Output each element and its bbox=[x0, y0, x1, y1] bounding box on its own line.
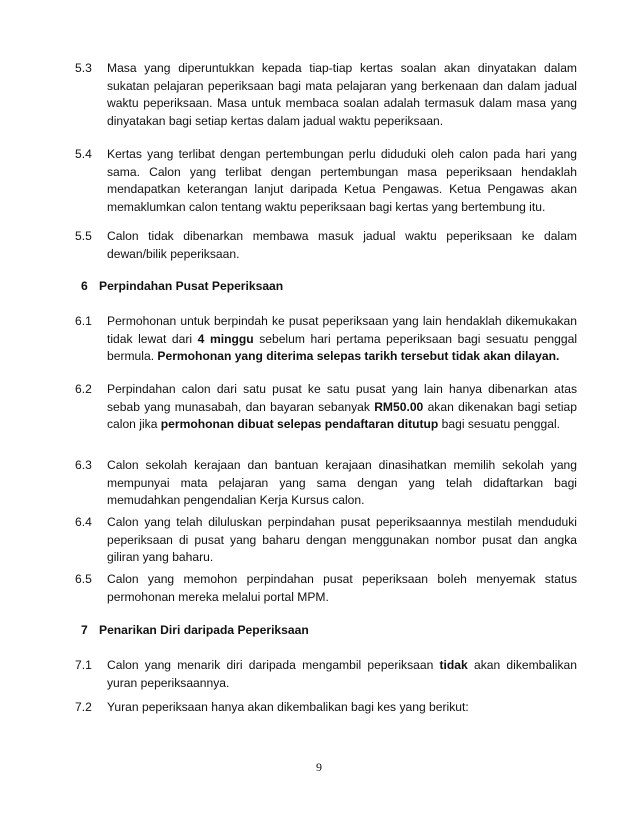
section-title: Perpindahan Pusat Peperiksaan bbox=[99, 279, 284, 293]
clause-number: 7.2 bbox=[75, 700, 92, 714]
section-number: 6 bbox=[81, 279, 88, 293]
section-title: Penarikan Diri daripada Peperiksaan bbox=[99, 623, 309, 637]
clause-text: Calon sekolah kerajaan dan bantuan kerajaan dinasihatkan memilih sekolah yang mempunyai mata pelajaran yang sama dengan yang telah didaftarkan bagi memudahkan pengendalian Kerja Kursus calon. bbox=[107, 458, 577, 507]
clause-number: 7.1 bbox=[75, 658, 92, 672]
clause-5-4 bbox=[75, 146, 577, 216]
section-7-heading bbox=[81, 622, 309, 640]
section-number: 7 bbox=[81, 623, 88, 637]
clause-text: Calon yang memohon perpindahan pusat peperiksaan boleh menyemak status permohonan mereka melalui portal MPM. bbox=[107, 572, 577, 604]
clause-7-2 bbox=[75, 699, 577, 717]
clause-6-3 bbox=[75, 457, 577, 510]
clause-text: Calon yang telah diluluskan perpindahan pusat peperiksaannya mestilah menduduki peperiksaan di pusat yang baharu dengan menggunakan nombor pusat dan angka giliran yang baharu. bbox=[107, 515, 577, 564]
section-6-heading bbox=[81, 278, 283, 296]
clause-7-1 bbox=[75, 657, 577, 692]
clause-text: Permohonan untuk berpindah ke pusat peperiksaan yang lain hendaklah dikemukakan tidak lewat dari 4 minggu sebelum hari pertama peperiksaan bagi sesuatu penggal bermula. Permohonan yang diterima selepas tarikh tersebut tidak akan dilayan. bbox=[107, 314, 578, 363]
clause-text: Calon yang menarik diri daripada mengambil peperiksaan tidak akan dikembalikan yuran peperiksaannya. bbox=[107, 658, 577, 690]
clause-text: Masa yang diperuntukkan kepada tiap-tiap kertas soalan akan dinyatakan dalam sukatan pelajaran peperiksaan bagi mata pelajaran yang berkenaan dan dalam jadual waktu peperiksaan. Masa untuk membaca soalan adalah termasuk dalam masa yang dinyatakan bagi setiap kertas dalam jadual waktu peperiksaan. bbox=[107, 61, 577, 128]
clause-number: 6.3 bbox=[75, 458, 92, 472]
clause-number: 6.2 bbox=[75, 382, 92, 396]
clause-number: 5.5 bbox=[75, 229, 92, 243]
clause-6-4 bbox=[75, 514, 577, 567]
clause-text: Perpindahan calon dari satu pusat ke satu pusat yang lain hanya dibenarkan atas sebab yang munasabah, dan bayaran sebanyak RM50.00 akan dikenakan bagi setiap calon jika permohonan dibuat selepas pendaftaran ditutup bagi sesuatu penggal. bbox=[107, 382, 577, 431]
clause-number: 5.3 bbox=[75, 61, 92, 75]
clause-6-1 bbox=[75, 313, 578, 366]
clause-6-5 bbox=[75, 571, 577, 606]
clause-6-2 bbox=[75, 381, 577, 434]
clause-number: 6.1 bbox=[75, 314, 92, 328]
clause-number: 5.4 bbox=[75, 147, 92, 161]
clause-text: Yuran peperiksaan hanya akan dikembalikan bagi kes yang berikut: bbox=[107, 700, 469, 714]
page-number: 9 bbox=[316, 760, 322, 774]
clause-number: 6.5 bbox=[75, 572, 92, 586]
clause-text: Calon tidak dibenarkan membawa masuk jadual waktu peperiksaan ke dalam dewan/bilik peperiksaan. bbox=[107, 229, 577, 261]
clause-number: 6.4 bbox=[75, 515, 92, 529]
clause-5-5 bbox=[75, 228, 577, 263]
clause-text: Kertas yang terlibat dengan pertembungan perlu diduduki oleh calon pada hari yang sama. Calon yang terlibat dengan pertembungan masa peperiksaan hendaklah mendapatkan keterangan lanjut daripada Ketua Pengawas. Ketua Pengawas akan memaklumkan calon tentang waktu peperiksaan bagi kertas yang bertembung itu. bbox=[107, 147, 577, 214]
clause-5-3 bbox=[75, 60, 577, 130]
